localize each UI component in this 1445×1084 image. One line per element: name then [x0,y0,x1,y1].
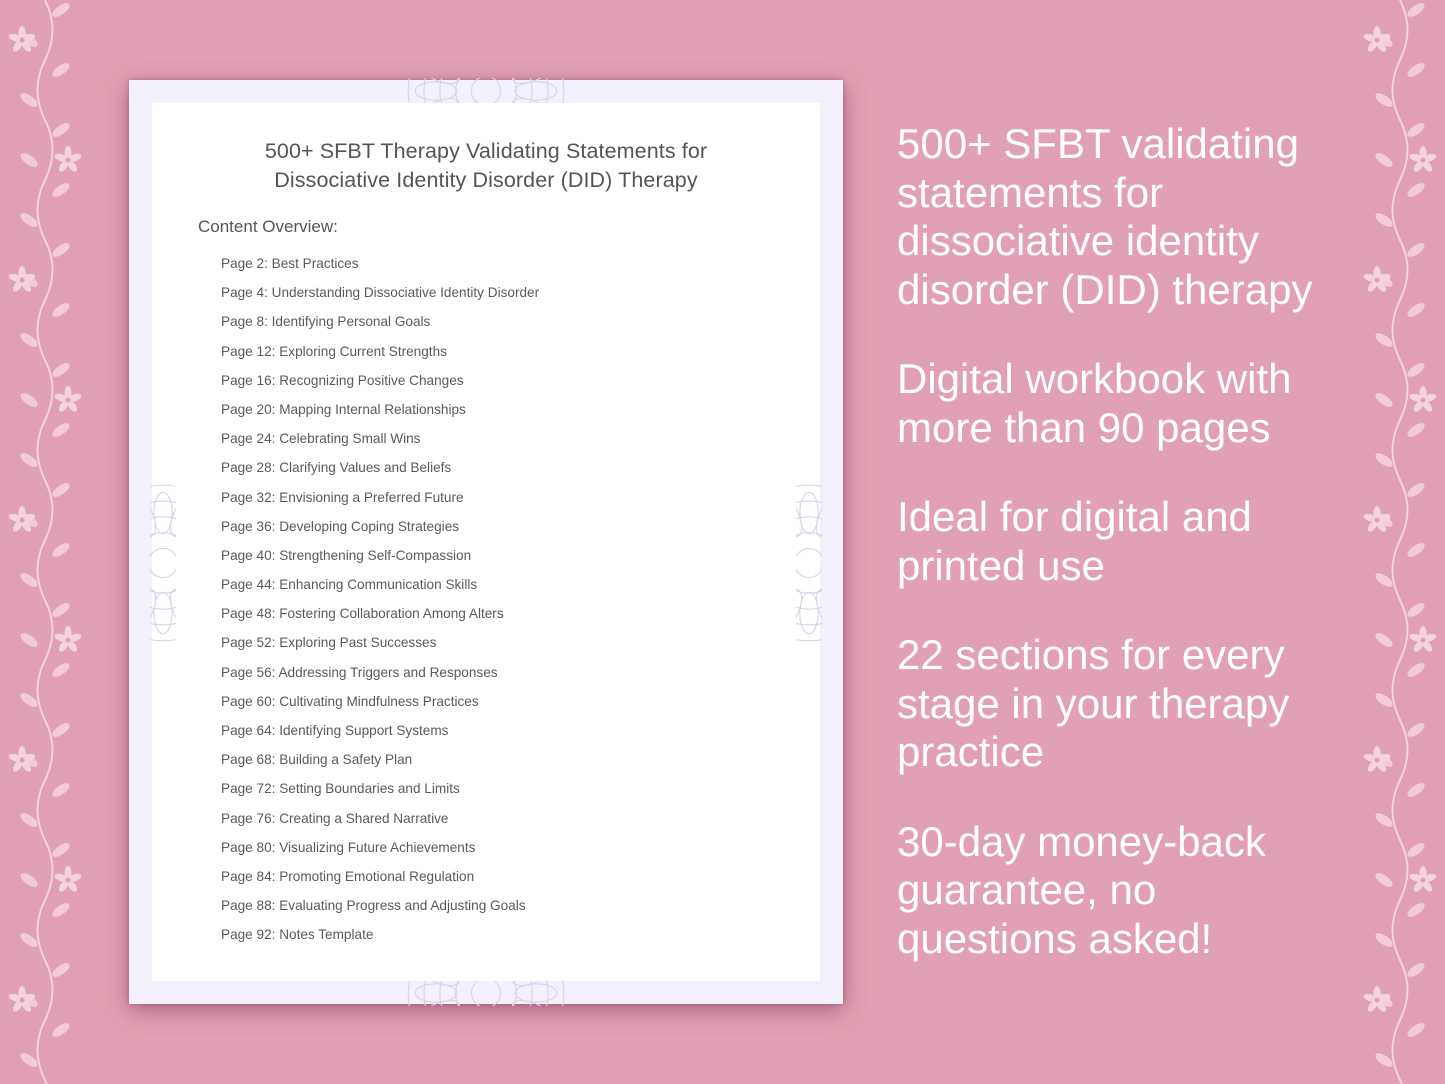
toc-section-title: Best Practices [271,256,359,271]
vine-leaf [50,421,72,440]
mandala-pattern [408,78,564,104]
vine-leaf [50,481,72,500]
toc-page-number: Page 40: [221,547,276,563]
vine-leaf [18,211,40,230]
toc-entry [221,401,539,430]
vine-leaf [1405,61,1427,80]
feature-line: practice [897,728,1045,775]
feature-line: 22 sections for every [897,631,1285,678]
document-title [152,137,820,195]
vine-leaf [18,631,40,650]
vine-leaf [1405,1021,1427,1040]
vine-leaf [50,1,72,20]
mandala-pattern [796,485,822,641]
toc-section-title: Cultivating Mindfulness Practices [279,693,479,709]
toc-page-number: Page 8: [221,314,268,330]
vine-flower [54,386,83,413]
toc-section-title: Developing Coping Strategies [279,518,460,534]
content-overview-heading: Content Overview: [198,217,338,236]
toc-section-title: Identifying Support Systems [279,723,449,738]
vine-leaf [18,331,40,350]
floral-vine-left-decoration [0,0,90,1084]
mandala-pattern [408,980,564,1006]
toc-entry [221,780,539,809]
feature-item [897,493,1417,590]
toc-section-title: Understanding Dissociative Identity Disorder [271,285,540,301]
toc-entry [221,605,539,634]
feature-list [897,120,1417,1004]
toc-page-number: Page 28: [221,460,276,476]
vine-leaf [50,661,72,680]
toc-page-number: Page 60: [221,693,276,709]
vine-leaf [18,91,40,110]
vine-leaf [50,181,72,200]
toc-page-number: Page 88: [221,898,276,914]
toc-page-number: Page 76: [221,810,276,826]
toc-entry [221,751,539,780]
vine-leaf [50,61,72,80]
feature-line: Ideal for digital and [897,493,1252,540]
toc-section-title: Exploring Current Strengths [279,343,447,359]
vine-flower [54,146,83,173]
toc-page-number: Page 48: [221,606,276,622]
toc-section-title: Addressing Triggers and Responses [278,664,498,680]
mandala-right-decoration [796,458,822,668]
toc-entry [221,489,539,518]
vine-leaf [50,361,72,380]
toc-entry [221,693,539,722]
toc-section-title: Fostering Collaboration Among Alters [279,606,504,622]
toc-page-number: Page 84: [221,868,276,884]
feature-line: stage in your therapy [897,679,1290,727]
toc-entry [221,839,539,868]
toc-section-title: Identifying Personal Goals [271,314,431,330]
toc-entry [221,722,539,751]
vine-flower [8,506,37,533]
toc-page-number: Page 16: [221,372,276,388]
toc-entry [221,634,539,663]
vine-leaf [1405,1,1427,20]
vine-leaf [50,301,72,320]
vine-leaf [18,571,40,590]
vine-leaf [50,841,72,860]
vine-flower [1363,26,1392,53]
vine-leaf [18,811,40,830]
feature-line: statements for [897,168,1164,216]
feature-line: guarantee, no [897,866,1157,913]
vine-flower [54,866,83,893]
document-title-line-1: 500+ SFBT Therapy Validating Statements for [264,139,708,163]
toc-entry [221,664,539,693]
toc-page-number: Page 24: [221,431,276,447]
toc-section-title: Celebrating Small Wins [279,431,421,447]
feature-line: 500+ SFBT validating [897,120,1299,167]
toc-page-number: Page 20: [221,401,276,417]
toc-page-number: Page 52: [221,635,276,651]
workbook-page-preview [129,80,843,1004]
toc-entry [221,255,539,284]
toc-section-title: Creating a Shared Narrative [279,810,449,826]
mandala-left-decoration [150,458,176,668]
vine-leaf [50,601,72,620]
toc-page-number: Page 56: [221,664,276,680]
vine-leaf [18,871,40,890]
vine-leaf [1373,91,1395,110]
mandala-bottom-decoration [384,980,588,1006]
toc-entry [221,313,539,342]
vine-leaf [18,151,40,170]
mandala-pattern [150,485,176,641]
vine-flower [54,626,83,653]
vine-leaf [18,691,40,710]
toc-page-number: Page 36: [221,518,276,534]
toc-page-number: Page 2: [221,256,268,271]
toc-section-title: Exploring Past Successes [279,635,437,651]
toc-section-title: Evaluating Progress and Adjusting Goals [279,898,526,914]
toc-entry [221,810,539,839]
toc-page-number: Page 64: [221,723,276,738]
feature-line: Digital workbook with [897,355,1292,402]
toc-entry [221,372,539,401]
vine-leaf [50,1021,72,1040]
toc-entry [221,284,539,313]
vine-flower [8,266,37,293]
page-content-area [152,103,820,981]
toc-section-title: Promoting Emotional Regulation [279,868,475,884]
vine-leaf [50,781,72,800]
toc-entry [221,430,539,459]
toc-section-title: Envisioning a Preferred Future [279,489,464,505]
toc-section-title: Visualizing Future Achievements [279,839,476,855]
toc-page-number: Page 68: [221,752,276,768]
feature-line: more than 90 pages [897,403,1271,451]
toc-section-title: Setting Boundaries and Limits [279,781,460,797]
toc-entry [221,518,539,547]
feature-line: 30-day money-back [897,817,1266,865]
feature-item [897,818,1417,964]
feature-item [897,631,1417,777]
toc-section-title: Clarifying Values and Beliefs [279,460,452,476]
toc-page-number: Page 92: [221,927,276,943]
vine-leaf [18,931,40,950]
toc-section-title: Notes Template [279,927,374,943]
vine-leaf [18,391,40,410]
vine-leaf [50,901,72,920]
toc-section-title: Mapping Internal Relationships [279,401,466,417]
table-of-contents [221,255,539,956]
feature-line: printed use [897,541,1105,589]
toc-entry [221,897,539,926]
vine-leaf [1373,1051,1395,1070]
feature-line: disorder (DID) therapy [897,265,1313,313]
toc-entry [221,926,539,955]
vine-flower [8,26,37,53]
toc-section-title: Enhancing Communication Skills [279,577,478,593]
vine-leaf [50,121,72,140]
toc-page-number: Page 80: [221,839,276,855]
toc-entry [221,576,539,605]
vine-leaf [50,241,72,260]
vine-leaf [18,451,40,470]
toc-page-number: Page 4: [221,285,268,301]
toc-entry [221,547,539,576]
mandala-top-decoration [384,78,588,104]
feature-line: dissociative identity [897,217,1259,264]
toc-page-number: Page 32: [221,489,276,505]
toc-entry [221,868,539,897]
toc-section-title: Building a Safety Plan [279,752,413,768]
vine-leaf [50,721,72,740]
toc-page-number: Page 12: [221,343,276,359]
toc-page-number: Page 44: [221,577,276,593]
toc-entry [221,343,539,372]
vine-flower [8,986,37,1013]
toc-section-title: Recognizing Positive Changes [279,372,464,388]
vine-flower [8,746,37,773]
vine-leaf [50,541,72,560]
feature-item [897,355,1417,452]
toc-page-number: Page 72: [221,781,276,797]
document-title-line-2: Dissociative Identity Disorder (DID) Therapy [274,168,698,192]
toc-section-title: Strengthening Self-Compassion [279,547,472,563]
feature-line: questions asked! [897,914,1213,962]
toc-entry [221,459,539,488]
feature-item [897,120,1417,314]
vine-leaf [50,961,72,980]
vine-leaf [18,1051,40,1070]
